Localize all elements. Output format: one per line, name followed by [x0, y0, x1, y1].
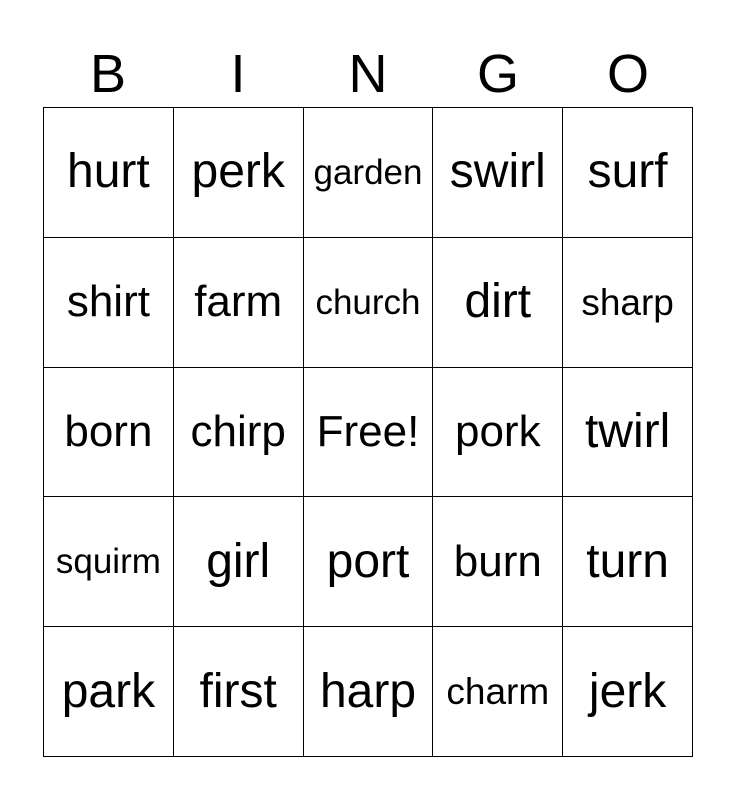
bingo-cell[interactable]: squirm — [44, 497, 174, 627]
bingo-cell[interactable]: chirp — [174, 368, 304, 498]
bingo-board — [43, 107, 693, 757]
bingo-cell[interactable]: surf — [563, 108, 693, 238]
bingo-cell[interactable]: farm — [174, 238, 304, 368]
bingo-cell[interactable]: perk — [174, 108, 304, 238]
bingo-cell[interactable]: twirl — [563, 368, 693, 498]
bingo-cell[interactable]: church — [304, 238, 434, 368]
header-letter-i: I — [230, 44, 246, 104]
bingo-cell[interactable]: girl — [174, 497, 304, 627]
bingo-cell[interactable]: burn — [433, 497, 563, 627]
bingo-cell[interactable]: shirt — [44, 238, 174, 368]
bingo-cell[interactable]: dirt — [433, 238, 563, 368]
bingo-cell[interactable]: first — [174, 627, 304, 757]
bingo-cell[interactable]: harp — [304, 627, 434, 757]
bingo-cell[interactable]: park — [44, 627, 174, 757]
header-letter-n: N — [348, 44, 388, 104]
bingo-cell[interactable]: sharp — [563, 238, 693, 368]
bingo-cell[interactable]: garden — [304, 108, 434, 238]
bingo-header — [43, 44, 693, 104]
bingo-cell[interactable]: charm — [433, 627, 563, 757]
bingo-cell[interactable]: turn — [563, 497, 693, 627]
bingo-cell[interactable]: born — [44, 368, 174, 498]
header-letter-b: B — [89, 44, 127, 104]
bingo-cell[interactable]: pork — [433, 368, 563, 498]
bingo-cell[interactable]: swirl — [433, 108, 563, 238]
header-letter-g: G — [476, 44, 519, 104]
header-letter-o: O — [606, 44, 649, 104]
bingo-cell[interactable]: port — [304, 497, 434, 627]
bingo-cell[interactable]: jerk — [563, 627, 693, 757]
bingo-cell[interactable]: hurt — [44, 108, 174, 238]
free-space-cell[interactable]: Free! — [304, 368, 434, 498]
